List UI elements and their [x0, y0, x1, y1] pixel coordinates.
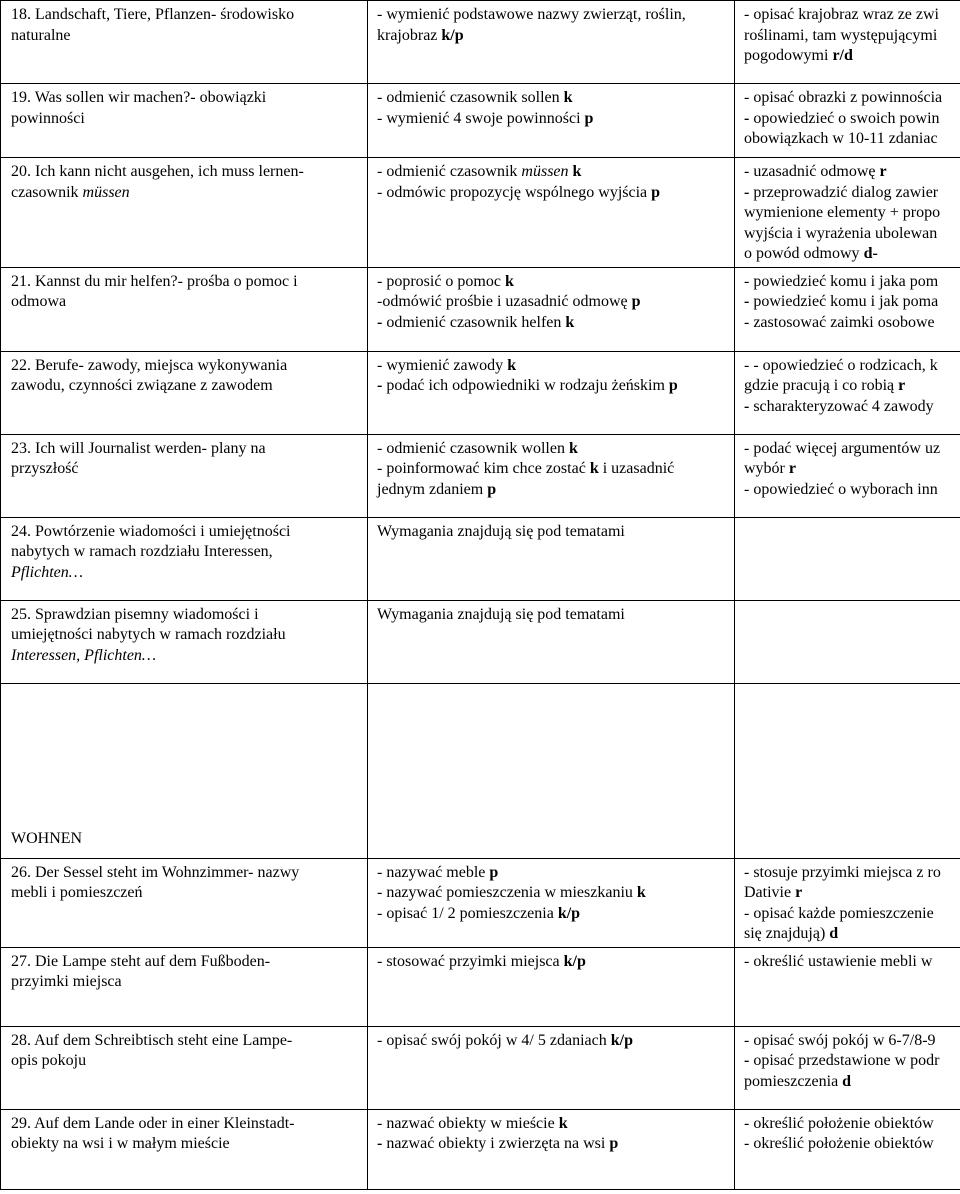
text-segment: 27. Die Lampe steht auf dem Fußboden- — [11, 952, 271, 970]
text-segment: Dativie — [744, 884, 796, 901]
text-segment: przyszłość — [11, 460, 79, 477]
topic-line — [11, 522, 361, 543]
topic-line — [11, 1134, 361, 1155]
level-marker: k — [558, 1114, 568, 1132]
text-segment: müssen — [82, 183, 130, 201]
extended-requirement-line — [744, 1134, 960, 1155]
text-segment: - opisać każde pomieszczenie — [744, 904, 934, 922]
extended-requirement-line — [744, 883, 960, 904]
topic-line — [11, 26, 361, 47]
table-row — [1, 267, 960, 351]
basic-requirement-line — [377, 522, 728, 543]
basic-requirement-line — [377, 863, 728, 884]
text-segment: 19. Was sollen wir machen?- obowiązki — [11, 89, 267, 106]
level-marker: k/p — [563, 952, 586, 970]
level-marker: k — [563, 89, 573, 106]
topic-line — [11, 605, 361, 626]
extended-requirements-cell — [735, 600, 960, 683]
text-segment: 24. Powtórzenie wiadomości i umiejętności — [11, 522, 291, 540]
level-marker: - — [744, 109, 754, 127]
text-segment: podać ich odpowiedniki w rodzaju żeńskim — [386, 377, 669, 394]
text-segment: - wymienić 4 swoje powinności — [377, 109, 585, 127]
topic-line — [11, 88, 361, 109]
topic-line — [11, 952, 361, 973]
basic-requirements-cell — [368, 947, 735, 1026]
level-marker: k — [636, 884, 646, 901]
extended-requirement-line — [744, 129, 960, 150]
level-marker: p — [631, 293, 641, 310]
text-segment: o powód odmowy — [744, 245, 864, 262]
extended-requirement-line — [744, 924, 960, 945]
basic-requirement-line — [377, 313, 728, 334]
level-marker: - — [377, 1135, 387, 1152]
topic-line — [11, 272, 361, 293]
topic-line — [11, 972, 361, 993]
extended-requirement-line — [744, 397, 960, 418]
level-marker: k/p — [441, 26, 464, 44]
level-marker: r — [788, 460, 796, 477]
topic-cell — [1, 517, 368, 600]
text-segment: - określić ustawienie mebli w — [744, 952, 933, 970]
topic-cell — [1, 267, 368, 351]
topic-line — [11, 459, 361, 480]
table-row — [1, 158, 960, 268]
basic-requirement-line — [377, 605, 728, 626]
text-segment: nabytych w ramach rozdziału Interessen, — [11, 543, 273, 560]
topic-line — [11, 376, 361, 397]
text-segment: wybór — [744, 460, 789, 477]
basic-requirement-line — [377, 162, 728, 183]
extended-requirement-line — [744, 952, 960, 973]
text-segment: 25. Sprawdzian pisemny wiadomości i — [11, 605, 259, 623]
text-segment: - określić położenie obiektów — [744, 1114, 934, 1132]
text-segment: się znajdują) — [744, 925, 830, 942]
text-segment: gdzie pracują i co robią — [744, 377, 899, 394]
extended-requirement-line — [744, 376, 960, 397]
level-marker: - — [744, 1052, 754, 1069]
level-marker: p — [609, 1135, 619, 1152]
topic-line — [11, 863, 361, 884]
basic-requirements-cell — [368, 1109, 735, 1189]
extended-requirements-cell — [735, 1, 960, 84]
text-segment: opowiedzieć o swoich powin — [753, 109, 940, 127]
text-segment: - nazywać pomieszczenia w mieszkaniu — [377, 884, 637, 901]
text-segment: - poinformować kim chce zostać — [377, 460, 590, 477]
text-segment: odmienić czasownik helfen — [386, 313, 566, 331]
text-segment: - - opowiedzieć o rodzicach, k — [744, 356, 938, 374]
text-segment: krajobraz — [377, 26, 442, 44]
basic-requirement-line — [377, 292, 728, 313]
topic-line — [11, 625, 361, 646]
text-segment: Wymagania znajdują się pod tematami — [377, 522, 625, 540]
text-segment: - odmienić czasownik — [377, 163, 522, 180]
text-segment: wyjścia i wyrażenia ubolewan — [744, 224, 938, 242]
extended-requirement-line — [744, 183, 960, 204]
extended-requirement-line — [744, 292, 960, 313]
topic-cell — [1, 434, 368, 517]
extended-requirement-line — [744, 439, 960, 460]
text-segment: - opisać swój pokój w 6-7/8-9 — [744, 1031, 936, 1049]
table-row — [1, 84, 960, 158]
text-segment: naturalne — [11, 26, 71, 44]
level-marker: k — [572, 163, 582, 180]
extended-requirements-cell — [735, 947, 960, 1026]
topic-cell — [1, 1, 368, 84]
basic-requirement-line — [377, 272, 728, 293]
text-segment: - uzasadnić odmowę — [744, 163, 880, 180]
extended-requirement-line — [744, 313, 960, 334]
topic-cell — [1, 947, 368, 1026]
text-segment: roślinami, tam występującymi — [744, 26, 938, 44]
basic-requirement-line — [377, 88, 728, 109]
text-segment: 21. Kannst du mir helfen?- prośba o pomoc i — [11, 272, 298, 290]
extended-requirements-cell — [735, 84, 960, 158]
topic-line — [11, 109, 361, 130]
level-marker: r — [795, 884, 803, 901]
basic-requirements-cell — [368, 517, 735, 600]
topic-cell — [1, 600, 368, 683]
basic-requirements-cell — [368, 600, 735, 683]
text-segment: - opisać obrazki z powinnościa — [744, 89, 943, 106]
table-row — [1, 947, 960, 1026]
topic-line — [11, 183, 361, 204]
text-segment: - wymienić zawody — [377, 356, 508, 374]
extended-requirements-cell — [735, 351, 960, 434]
text-segment: jednym zdaniem — [377, 480, 488, 498]
text-segment: - odmienić czasownik wollen — [377, 439, 569, 457]
table-row — [1, 1109, 960, 1189]
text-segment: nazwać obiekty i zwierzęta na wsi — [386, 1135, 610, 1152]
extended-requirement-line — [744, 356, 960, 377]
extended-requirement-line — [744, 1072, 960, 1093]
basic-requirement-line — [377, 1134, 728, 1155]
topic-line — [11, 356, 361, 377]
level-marker: k — [589, 460, 599, 477]
extended-requirement-line — [744, 244, 960, 265]
level-marker: p — [489, 863, 499, 881]
text-segment: - określić położenie obiektów — [744, 1135, 934, 1152]
text-segment: - opisać swój pokój w 4/ 5 zdaniach — [377, 1031, 611, 1049]
extended-requirement-line — [744, 459, 960, 480]
topic-cell — [1, 351, 368, 434]
text-segment: odmowa — [11, 293, 67, 310]
level-marker: p — [651, 183, 661, 201]
extended-requirement-line — [744, 5, 960, 26]
level-marker: r/d — [832, 47, 853, 64]
level-marker: d — [829, 925, 839, 942]
text-segment: müssen — [521, 163, 569, 180]
basic-requirements-cell — [368, 84, 735, 158]
extended-requirement-line — [744, 1031, 960, 1052]
level-marker: - — [744, 183, 754, 201]
text-segment: Interessen, Pflichten… — [11, 646, 157, 664]
basic-requirement-line — [377, 376, 728, 397]
level-marker: k/p — [557, 904, 581, 922]
extended-requirements-cell — [735, 158, 960, 268]
text-segment: - podać więcej argumentów uz — [744, 439, 941, 457]
extended-requirement-line — [744, 904, 960, 925]
text-segment: - zastosować zaimki osobowe — [744, 313, 935, 331]
topic-line — [11, 542, 361, 563]
topic-line — [11, 1114, 361, 1135]
basic-requirement-line — [377, 883, 728, 904]
text-segment: - wymienić podstawowe nazwy zwierząt, roślin, — [377, 6, 686, 23]
text-segment: 26. Der Sessel steht im Wohnzimmer- nazwy — [11, 863, 300, 881]
text-segment: scharakteryzować 4 zawody — [753, 397, 934, 415]
level-marker: k — [565, 313, 575, 331]
basic-requirements-cell — [368, 858, 735, 947]
text-segment: - powiedzieć komu i jaka pom — [744, 272, 939, 290]
level-marker: d — [842, 1072, 852, 1090]
table-row — [1, 1026, 960, 1109]
text-segment: - stosuje przyimki miejsca z ro — [744, 863, 941, 881]
text-segment: przyimki miejsca — [11, 973, 122, 990]
text-segment: pomieszczenia — [744, 1072, 843, 1090]
extended-requirements-cell — [735, 858, 960, 947]
text-segment: umiejętności nabytych w ramach rozdziału — [11, 626, 286, 643]
extended-requirements-cell — [735, 517, 960, 600]
basic-requirement-line — [377, 26, 728, 47]
topic-cell — [1, 158, 368, 268]
extended-requirement-line — [744, 26, 960, 47]
table-body — [1, 1, 960, 1190]
level-marker: r — [879, 163, 887, 180]
extended-requirement-line — [744, 109, 960, 130]
text-segment: 28. Auf dem Schreibtisch steht eine Lampe- — [11, 1031, 293, 1049]
text-segment: - odmienić czasownik sollen — [377, 89, 564, 106]
level-marker: k — [568, 439, 578, 457]
text-segment: i uzasadnić — [598, 460, 675, 477]
extended-requirements-cell — [735, 1109, 960, 1189]
text-segment: wymienione elementy + propo — [744, 204, 941, 221]
topic-cell — [1, 1109, 368, 1189]
basic-requirement-line — [377, 904, 728, 925]
topic-line — [11, 439, 361, 460]
topic-line — [11, 646, 361, 667]
text-segment: 23. Ich will Journalist werden- plany na — [11, 439, 266, 457]
extended-requirement-line — [744, 1114, 960, 1135]
table-row — [1, 434, 960, 517]
topic-line — [11, 1031, 361, 1052]
extended-requirement-line — [744, 224, 960, 245]
text-segment: powiedzieć komu i jak poma — [753, 293, 939, 310]
text-segment: 20. Ich kann nicht ausgehen, ich muss lernen- — [11, 163, 304, 180]
extended-requirement-line — [744, 88, 960, 109]
text-segment: Wymagania znajdują się pod tematami — [377, 605, 625, 623]
section-heading: WOHNEN — [1, 683, 368, 858]
basic-requirements-cell — [368, 1026, 735, 1109]
level-marker: r — [898, 377, 906, 394]
level-marker: - — [377, 313, 387, 331]
empty-cell — [368, 683, 735, 858]
text-segment: 22. Berufe- zawody, miejsca wykonywania — [11, 356, 288, 374]
basic-requirement-line — [377, 109, 728, 130]
topic-line — [11, 292, 361, 313]
extended-requirement-line — [744, 1051, 960, 1072]
text-segment: mebli i pomieszczeń — [11, 884, 143, 901]
table-row — [1, 1, 960, 84]
basic-requirements-cell — [368, 158, 735, 268]
topic-line — [11, 162, 361, 183]
basic-requirement-line — [377, 1114, 728, 1135]
empty-cell — [735, 683, 960, 858]
text-segment: obiekty na wsi i w małym mieście — [11, 1135, 230, 1152]
topic-cell — [1, 858, 368, 947]
topic-line — [11, 563, 361, 584]
level-marker: p — [668, 377, 678, 394]
extended-requirement-line — [744, 162, 960, 183]
text-segment: -odmówić prośbie i uzasadnić odmowę — [377, 293, 632, 310]
table-row — [1, 858, 960, 947]
basic-requirement-line — [377, 5, 728, 26]
topic-line — [11, 1051, 361, 1072]
level-marker: p — [487, 480, 497, 498]
level-marker: k — [504, 272, 514, 290]
topic-cell — [1, 1026, 368, 1109]
text-segment: opisać przedstawione w podr — [753, 1052, 940, 1069]
basic-requirement-line — [377, 952, 728, 973]
extended-requirement-line — [744, 272, 960, 293]
text-segment: - opisać krajobraz wraz ze zwi — [744, 6, 939, 23]
table-row — [1, 517, 960, 600]
level-marker: k/p — [610, 1031, 633, 1049]
extended-requirements-cell — [735, 267, 960, 351]
level-marker: k — [507, 356, 517, 374]
text-segment: przeprowadzić dialog zawier — [753, 183, 939, 201]
extended-requirement-line — [744, 46, 960, 67]
level-marker: d- — [863, 245, 878, 262]
basic-requirement-line — [377, 183, 728, 204]
basic-requirement-line — [377, 439, 728, 460]
level-marker: - — [377, 377, 387, 394]
basic-requirements-cell — [368, 351, 735, 434]
basic-requirement-line — [377, 1031, 728, 1052]
text-segment: 18. Landschaft, Tiere, Pflanzen- środowisko — [11, 6, 295, 23]
level-marker: - — [744, 397, 754, 415]
extended-requirements-cell — [735, 1026, 960, 1109]
extended-requirements-cell — [735, 434, 960, 517]
text-segment: zawodu, czynności związane z zawodem — [11, 377, 273, 394]
table-row — [1, 351, 960, 434]
text-segment: Pflichten… — [11, 563, 83, 581]
basic-requirement-line — [377, 459, 728, 480]
level-marker: p — [584, 109, 594, 127]
topic-line — [11, 5, 361, 26]
text-segment: pogodowymi — [744, 47, 833, 64]
text-segment: opis pokoju — [11, 1052, 87, 1069]
table-row — [1, 600, 960, 683]
section-row — [1, 683, 960, 858]
text-segment: obowiązkach w 10-11 zdaniac — [744, 130, 938, 147]
basic-requirements-cell — [368, 1, 735, 84]
text-segment: - nazwać obiekty w mieście — [377, 1114, 559, 1132]
basic-requirements-cell — [368, 434, 735, 517]
text-segment: czasownik — [11, 183, 83, 201]
text-segment: - poprosić o pomoc — [377, 272, 505, 290]
topic-cell — [1, 84, 368, 158]
basic-requirement-line — [377, 356, 728, 377]
extended-requirement-line — [744, 480, 960, 501]
basic-requirements-cell — [368, 267, 735, 351]
text-segment: - stosować przyimki miejsca — [377, 952, 564, 970]
extended-requirement-line — [744, 863, 960, 884]
text-segment: - opowiedzieć o wyborach inn — [744, 480, 938, 498]
text-segment: - nazywać meble — [377, 863, 490, 881]
topic-line — [11, 883, 361, 904]
text-segment: powinności — [11, 109, 85, 127]
text-segment: - opisać 1/ 2 pomieszczenia — [377, 904, 558, 922]
text-segment: - odmówic propozycję wspólnego wyjścia — [377, 183, 652, 201]
extended-requirement-line — [744, 203, 960, 224]
level-marker: - — [744, 293, 754, 310]
basic-requirement-line — [377, 480, 728, 501]
text-segment: 29. Auf dem Lande oder in einer Kleinstadt- — [11, 1114, 295, 1132]
